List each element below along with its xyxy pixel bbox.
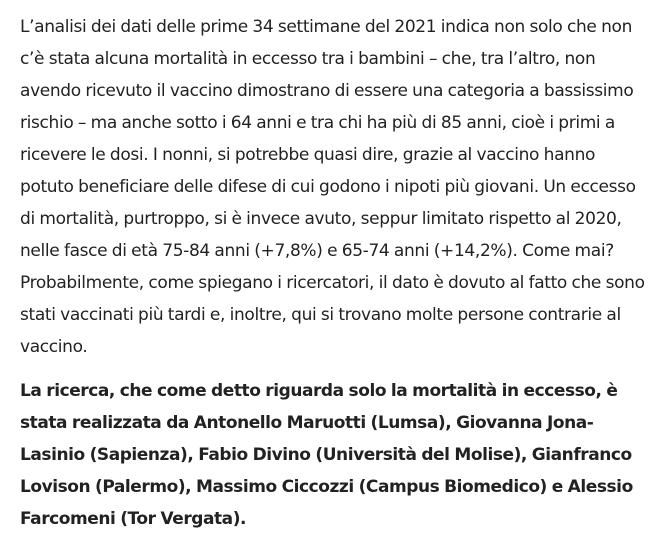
paragraph-research-authors: La ricerca, che come detto riguarda solo la mortalità in eccesso, è stata realizzata da Antonello Maruotti (Lumsa), Giovanna Jona-Lasinio (Sapienza), Fabio Divino (Università del Molise), Gianfranco Lovison (Palermo), Massimo Ciccozzi (Campus Biomedico) e Alessio Farcomeni (Tor Vergata). (20, 381, 633, 529)
article-body (20, 0, 650, 535)
paragraph-mortality-analysis: L’analisi dei dati delle prime 34 settimane del 2021 indica non solo che non c’è stata alcuna mortalità in eccesso tra i bambini – che, tra l’altro, non avendo ricevuto il vaccino dimostrano di essere una categoria a bassissimo rischio – ma anche sotto i 64 anni e tra chi ha più di 85 anni, cioè i primi a ricevere le dosi. I nonni, si potrebbe quasi dire, grazie al vaccino hanno potuto beneficiare delle difese di cui godono i nipoti più giovani. Un eccesso di mortalità, purtroppo, si è invece avuto, seppur limitato rispetto al 2020, nelle fasce di età 75-84 anni (+7,8%) e 65-74 anni (+14,2%). Come mai? Probabilmente, come spiegano i ricercatori, il dato è dovuto al fatto che sono stati vaccinati più tardi e, inoltre, qui si trovano molte persone contrarie al vaccino. (20, 17, 645, 357)
